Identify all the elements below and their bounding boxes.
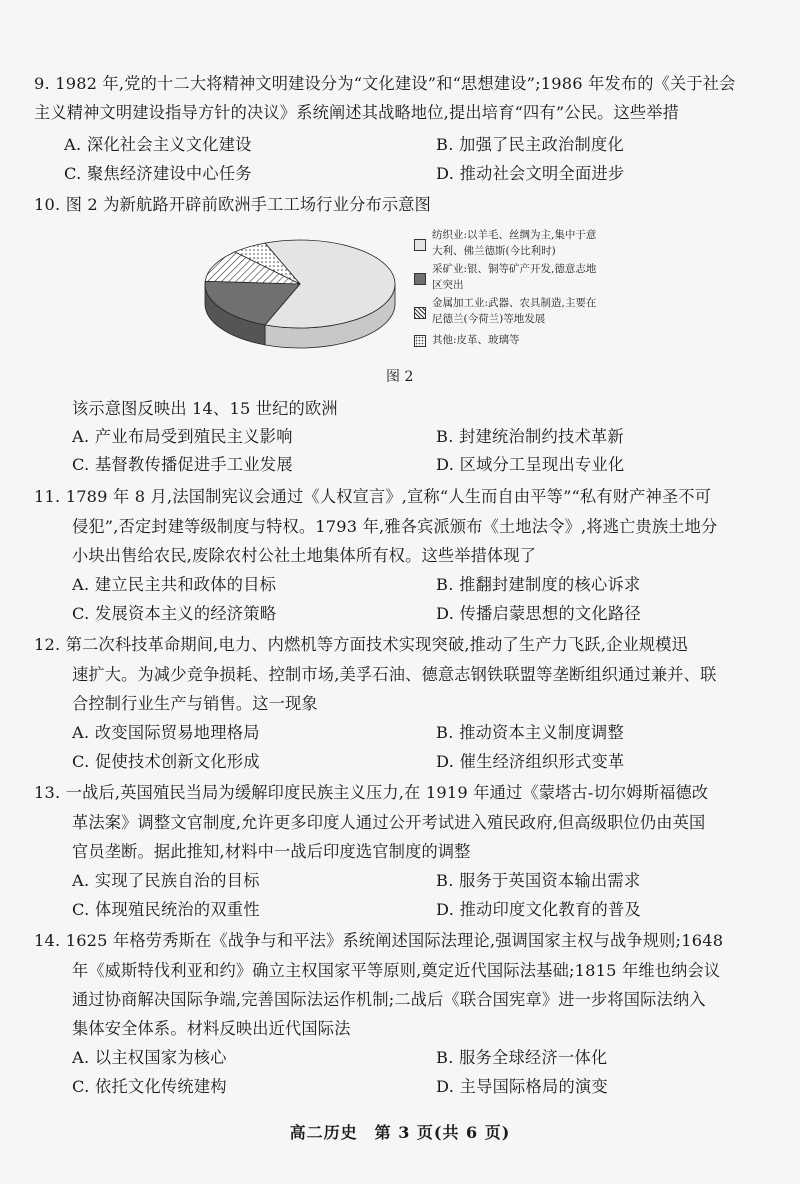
q14-option-c[interactable]: C. 依托文化传统建构: [72, 1077, 227, 1096]
figure-caption: 图 2: [386, 369, 414, 385]
legend-textile-line-1: 纺织业:以羊毛、丝绸为主,集中于意: [432, 229, 597, 241]
q11-stem-line-3: 小块出售给农民,废除农村公社土地集体所有权。这些举措体现了: [72, 546, 537, 565]
q12-option-a[interactable]: A. 改变国际贸易地理格局: [72, 723, 260, 742]
q13-stem-line-1: 13. 一战后,英国殖民当局为缓解印度民族主义压力,在 1919 年通过《蒙塔古-切尔姆斯福德改: [34, 783, 709, 802]
q14-option-b[interactable]: B. 服务全球经济一体化: [436, 1048, 608, 1067]
q14-option-a[interactable]: A. 以主权国家为核心: [72, 1048, 227, 1067]
q14-stem-line-3: 通过协商解决国际争端,完善国际法运作机制;二战后《联合国宪章》进一步将国际法纳入: [72, 990, 706, 1009]
q10-option-a[interactable]: A. 产业布局受到殖民主义影响: [72, 427, 293, 446]
q12-option-d[interactable]: D. 催生经济组织形式变革: [436, 752, 625, 771]
q9-option-b[interactable]: B. 加强了民主政治制度化: [436, 135, 624, 154]
legend-metal-line-1: 金属加工业:武器、农具制造,主要在: [432, 297, 597, 309]
q12-stem-line-2: 速扩大。为减少竞争损耗、控制市场,美孚石油、德意志钢铁联盟等垄断组织通过兼并、联: [72, 665, 717, 684]
page-footer: 高二历史 第 3 页(共 6 页): [289, 1123, 511, 1142]
q10-stem-line-1: 10. 图 2 为新航路开辟前欧洲手工工场行业分布示意图: [34, 195, 432, 214]
q12-stem-line-3: 合控制行业生产与销售。这一现象: [72, 694, 318, 713]
q9-option-a[interactable]: A. 深化社会主义文化建设: [64, 135, 252, 154]
q11-option-a[interactable]: A. 建立民主共和政体的目标: [72, 575, 277, 594]
q13-stem-line-2: 革法案》调整文官制度,允许更多印度人通过公开考试进入殖民政府,但高级职位仍由英国: [72, 813, 706, 832]
q10-option-d[interactable]: D. 区域分工呈现出专业化: [436, 455, 625, 474]
q11-option-b[interactable]: B. 推翻封建制度的核心诉求: [436, 575, 641, 594]
q14-stem-line-4: 集体安全体系。材料反映出近代国际法: [72, 1019, 351, 1038]
q14-stem-line-1: 14. 1625 年格劳秀斯在《战争与和平法》系统阐述国际法理论,强调国家主权与战争规则;1648: [34, 931, 724, 950]
q12-stem-line-1: 12. 第二次科技革命期间,电力、内燃机等方面技术实现突破,推动了生产力飞跃,企业规模迅: [34, 635, 689, 654]
q10-option-c[interactable]: C. 基督教传播促进手工业发展: [72, 455, 293, 474]
legend-mining-line-1: 采矿业:银、铜等矿产开发,德意志地: [432, 263, 597, 275]
legend-other-line-1: 其他:皮革、玻璃等: [432, 334, 520, 346]
q12-option-b[interactable]: B. 推动资本主义制度调整: [436, 723, 624, 742]
q13-option-d[interactable]: D. 推动印度文化教育的普及: [436, 900, 641, 919]
q10-option-b[interactable]: B. 封建统治制约技术革新: [436, 427, 624, 446]
q10-question: 该示意图反映出 14、15 世纪的欧洲: [72, 399, 338, 418]
legend-textile-line-2: 大利、佛兰德斯(今比利时): [432, 245, 556, 257]
q12-option-c[interactable]: C. 促使技术创新文化形成: [72, 752, 260, 771]
legend-swatch-textile: [414, 239, 426, 251]
q14-stem-line-2: 年《威斯特伐利亚和约》确立主权国家平等原则,奠定近代国际法基础;1815 年维也纳会议: [72, 961, 721, 980]
pie-chart: [200, 232, 410, 362]
q11-option-d[interactable]: D. 传播启蒙思想的文化路径: [436, 604, 641, 623]
q13-option-c[interactable]: C. 体现殖民统治的双重性: [72, 900, 260, 919]
q13-option-a[interactable]: A. 实现了民族自治的目标: [72, 871, 260, 890]
q14-option-d[interactable]: D. 主导国际格局的演变: [436, 1077, 608, 1096]
q11-option-c[interactable]: C. 发展资本主义的经济策略: [72, 604, 277, 623]
q9-stem-line-2: 主义精神文明建设指导方针的决议》系统阐述其战略地位,提出培育“四有”公民。这些举措: [34, 103, 680, 122]
legend-swatch-other: [414, 335, 426, 347]
legend-swatch-metal: [414, 307, 426, 319]
legend-swatch-mining: [414, 273, 426, 285]
q9-option-d[interactable]: D. 推动社会文明全面进步: [436, 164, 625, 183]
q11-stem-line-2: 侵犯”,否定封建等级制度与特权。1793 年,雅各宾派颁布《土地法令》,将逃亡贵族土地分: [72, 517, 718, 536]
legend-mining-line-2: 区突出: [432, 279, 464, 291]
q11-stem-line-1: 11. 1789 年 8 月,法国制宪议会通过《人权宣言》,宣称“人生而自由平等”“私有财产神圣不可: [34, 487, 712, 506]
q9-option-c[interactable]: C. 聚焦经济建设中心任务: [64, 164, 252, 183]
legend-metal-line-2: 尼德兰(今荷兰)等地发展: [432, 313, 546, 325]
q13-option-b[interactable]: B. 服务于英国资本输出需求: [436, 871, 641, 890]
q9-stem-line-1: 9. 1982 年,党的十二大将精神文明建设分为“文化建设”和“思想建设”;1986 年发布的《关于社会: [34, 74, 736, 93]
q13-stem-line-3: 官员垄断。据此推知,材料中一战后印度选官制度的调整: [72, 842, 471, 861]
